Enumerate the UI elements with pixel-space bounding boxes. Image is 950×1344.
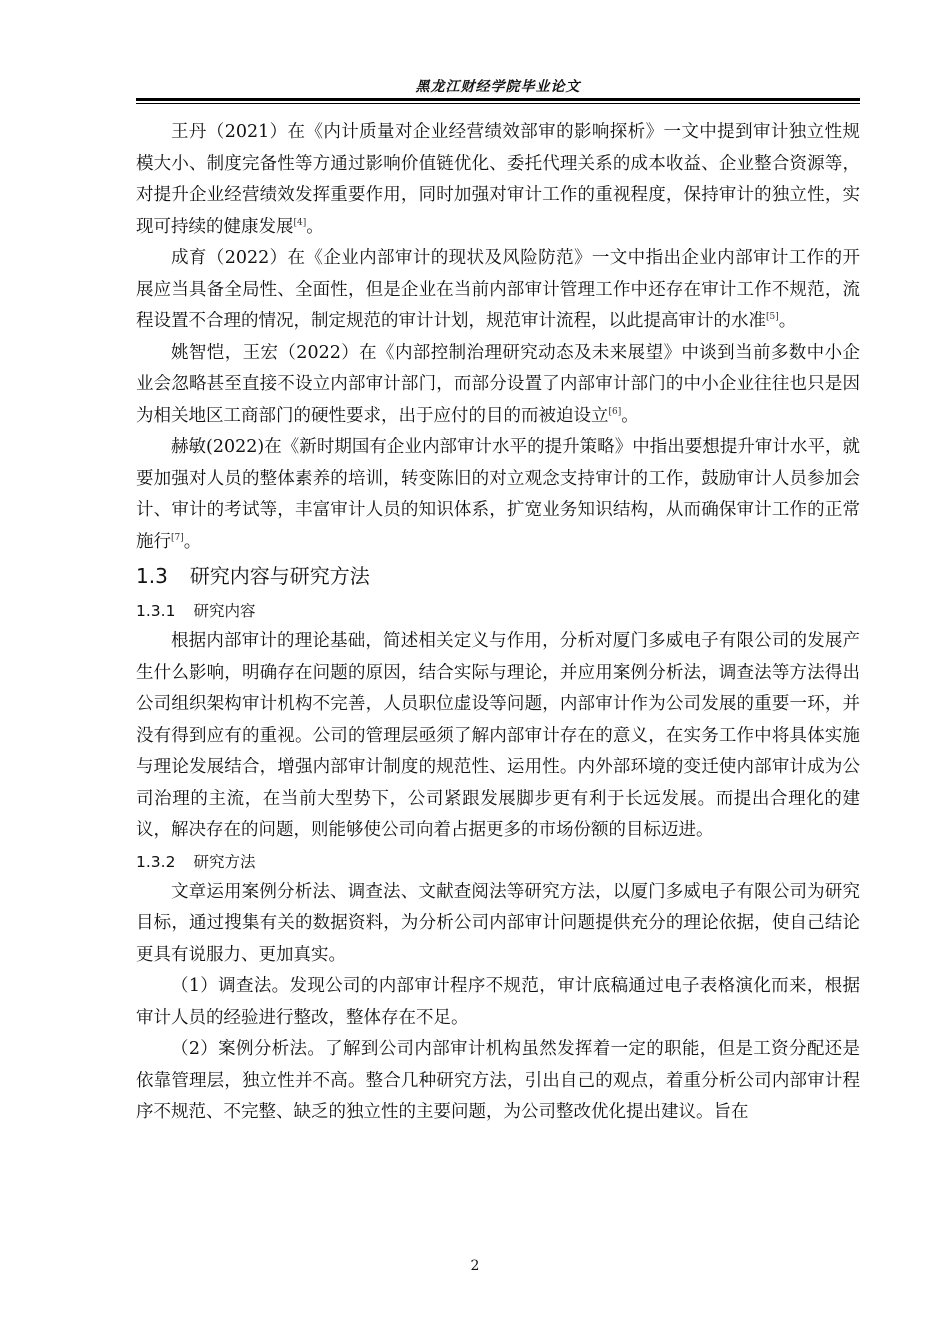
paragraph-survey-method: （1）调查法。发现公司的内部审计程序不规范，审计底稿通过电子表格演化而来，根据审计人员的经验进行整改，整体存在不足。 [136, 976, 860, 1028]
citation: [4] [293, 217, 307, 228]
paragraph-case-method: （2）案例分析法。了解到公司内部审计机构虽然发挥着一定的职能，但是工资分配还是依靠管理层，独立性并不高。整合几种研究方法，引出自己的观点，着重分析公司内部审计程序不规范、不完整、缺乏的独立性的主要问题，为公司整改优化提出建议。旨在 [136, 1039, 860, 1122]
header-rule-thick [136, 98, 860, 101]
paragraph-hemin: 赫敏(2022)在《新时期国有企业内部审计水平的提升策略》中指出要想提升审计水平，就要加强对人员的整体素养的培训，转变陈旧的对立观念支持审计的工作，鼓励审计人员参加会计、审计的考试等，丰富审计人员的知识体系，扩宽业务知识结构，从而确保审计工作的正常施行[7]。 [136, 437, 860, 552]
section-heading-1-3-2: 1.3.2 研究方法 [136, 852, 256, 871]
paragraph-research-methods: 文章运用案例分析法、调查法、文献查阅法等研究方法，以厦门多威电子有限公司为研究目标，通过搜集有关的数据资料，为分析公司内部审计问题提供充分的理论依据，使自己结论更具有说服力、更加真实。 [136, 881, 860, 965]
page-body [136, 117, 860, 1129]
paragraph-wangdan: 王丹（2021）在《内计质量对企业经营绩效部审的影响探析》一文中提到审计独立性规模大小、制度完备性等方通过影响价值链优化、委托代理关系的成本收益、企业整合资源等，对提升企业经营绩效发挥重要作用，同时加强对审计工作的重视程度，保持审计的独立性，实现可持续的健康发展[4]。 [136, 122, 860, 237]
paragraph-yaozhikai: 姚智恺，王宏（2022）在《内部控制治理研究动态及未来展望》中谈到当前多数中小企业会忽略甚至直接不设立内部审计部门，而部分设置了内部审计部门的中小企业往往也只是因为相关地区工商部门的硬性要求，出于应付的目的而被迫设立[6]。 [136, 342, 860, 426]
citation: [5] [766, 312, 779, 323]
citation: [7] [171, 532, 184, 543]
running-header: 黑龙江财经学院毕业论文 [415, 79, 581, 95]
header-rule-thin [136, 103, 860, 104]
section-heading-1-3-1: 1.3.1 研究内容 [136, 602, 256, 620]
paragraph-research-content: 根据内部审计的理论基础，简述相关定义与作用，分析对厦门多威电子有限公司的发展产生什么影响，明确存在问题的原因，结合实际与理论，并应用案例分析法，调查法等方法得出公司组织架构审计机构不完善，人员职位虚设等问题，内部审计作为公司发展的重要一环，并没有得到应有的重视。公司的管理层亟须了解内部审计存在的意义，在实务工作中将具体实施与理论发展结合，增强内部审计制度的规范性、运用性。内外部环境的变迁使内部审计成为公司治理的主流，在当前大型势下，公司紧跟发展脚步更有利于长远发展。而提出合理化的建议，解决存在的问题，则能够使公司向着占据更多的市场份额的目标迈进。 [136, 631, 860, 840]
section-heading-1-3: 1.3 研究内容与研究方法 [136, 564, 370, 588]
paragraph-chengyu: 成育（2022）在《企业内部审计的现状及风险防范》一文中指出企业内部审计工作的开展应当具备全局性、全面性，但是企业在当前内部审计管理工作中还存在审计工作不规范，流程设置不合理的情况，制定规范的审计计划，规范审计流程，以此提高审计的水准[5]。 [136, 248, 860, 331]
citation: [6] [608, 406, 622, 417]
page-number: 2 [470, 1258, 480, 1274]
